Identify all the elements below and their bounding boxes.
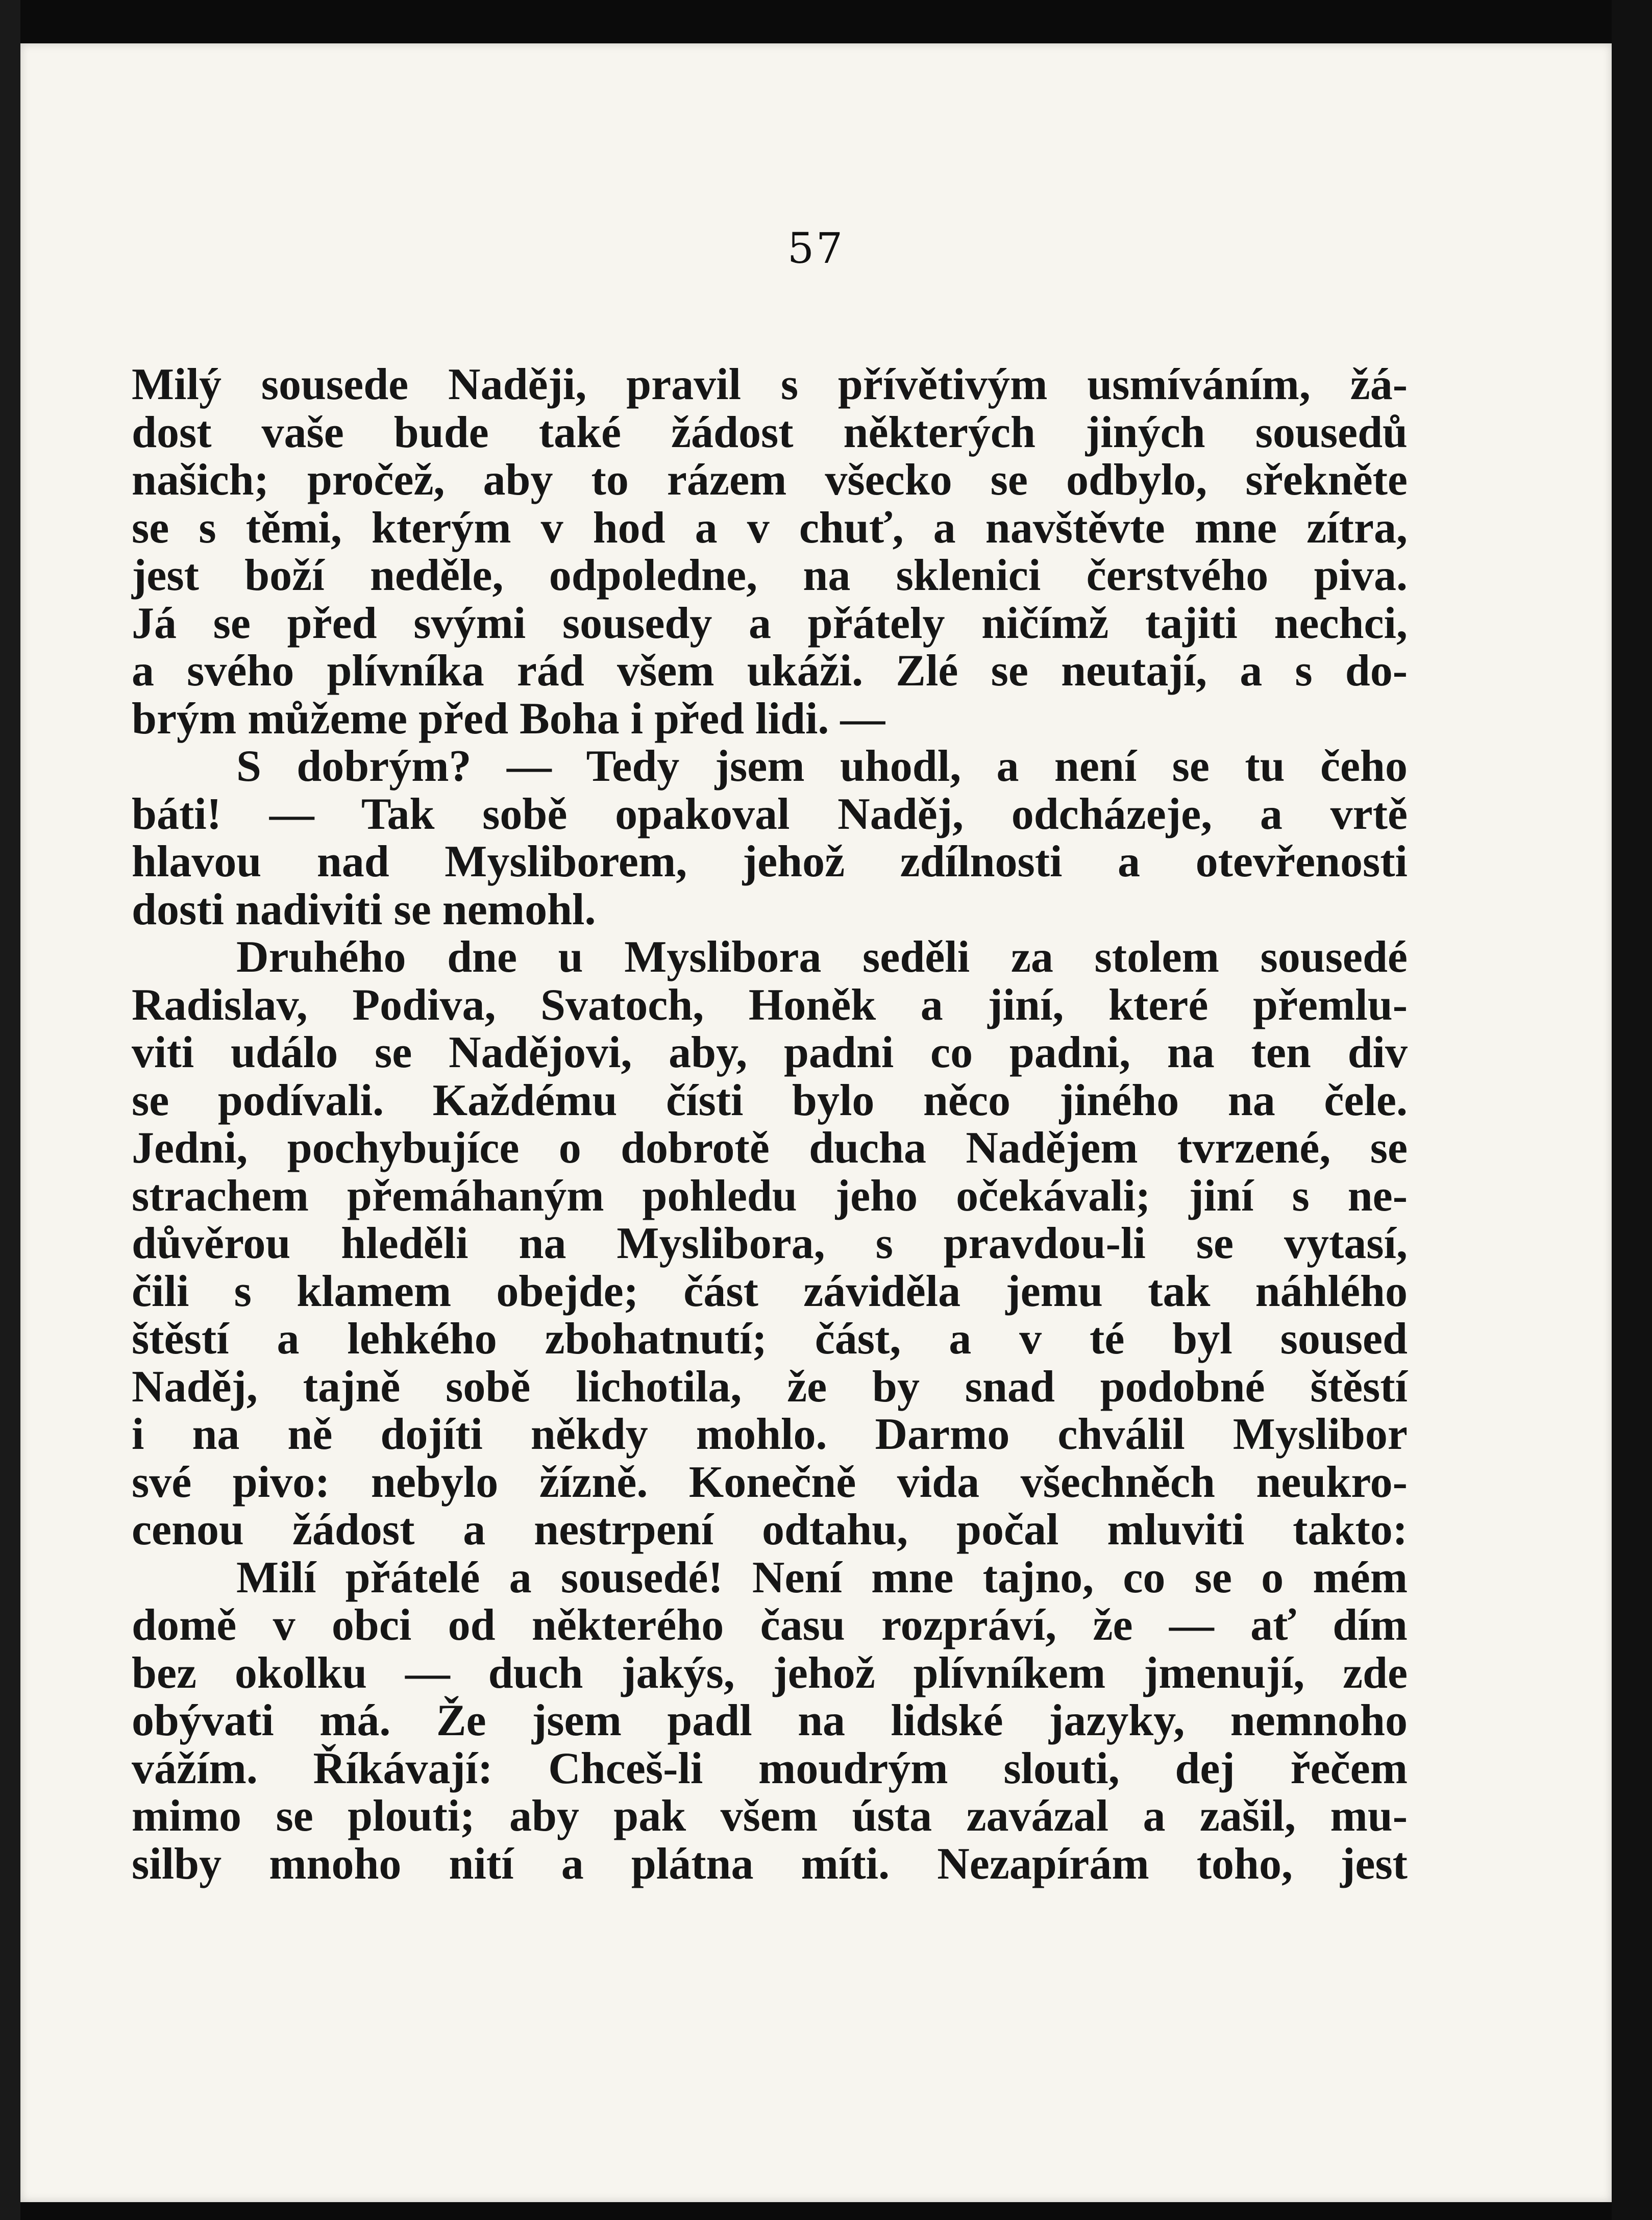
- scan-right-edge: [1612, 0, 1652, 2220]
- text-line: dost vaše bude také žádost některých jiných sousedů: [132, 407, 1408, 457]
- text-line: Milí přátelé a sousedé! Není mne tajno, co se o mém: [236, 1552, 1408, 1602]
- text-line: své pivo: nebylo žízně. Konečně vida všechněch neukro-: [132, 1457, 1408, 1507]
- text-line: Milý sousede Naději, pravil s přívětivým usmíváním, žá-: [132, 360, 1408, 409]
- text-line: Jedni, pochybujíce o dobrotě ducha Nadějem tvrzené, se: [132, 1123, 1408, 1173]
- text-line: vážím. Říkávají: Chceš-li moudrým slouti, dej řečem: [132, 1743, 1408, 1793]
- body-text: [132, 361, 1408, 1888]
- text-line: důvěrou hleděli na Myslibora, s pravdou-li se vytasí,: [132, 1219, 1408, 1268]
- text-line: Radislav, Podiva, Svatoch, Honěk a jiní, které přemlu-: [132, 980, 1408, 1030]
- text-line: obývati má. Že jsem padl na lidské jazyky, nemnoho: [132, 1696, 1408, 1745]
- text-line: S dobrým? — Tedy jsem uhodl, a není se tu čeho: [236, 742, 1408, 791]
- text-line: silby mnoho nití a plátna míti. Nezapírám toho, jest: [132, 1839, 1408, 1889]
- text-line: se podívali. Každému čísti bylo něco jiného na čele.: [132, 1075, 1408, 1125]
- text-line: mimo se plouti; aby pak všem ústa zavázal a zašil, mu-: [132, 1791, 1408, 1841]
- scan-left-edge: [0, 0, 20, 2220]
- text-line: brým můžeme před Boha i před lidi. —: [132, 694, 885, 744]
- text-line: Druhého dne u Myslibora seděli za stolem sousedé: [236, 932, 1408, 982]
- text-line: viti událo se Nadějovi, aby, padni co padni, na ten div: [132, 1028, 1408, 1077]
- text-line: domě v obci od některého času rozpráví, že — ať dím: [132, 1600, 1408, 1650]
- text-line: Naděj, tajně sobě lichotila, že by snad podobné štěstí: [132, 1362, 1408, 1412]
- text-line: štěstí a lehkého zbohatnutí; část, a v té byl soused: [132, 1314, 1408, 1364]
- text-line: našich; pročež, aby to rázem všecko se odbylo, sřekněte: [132, 455, 1408, 505]
- text-line: se s těmi, kterým v hod a v chuť, a navštěvte mne zítra,: [132, 503, 1408, 553]
- text-line: cenou žádost a nestrpení odtahu, počal mluviti takto:: [132, 1505, 1408, 1555]
- text-line: jest boží neděle, odpoledne, na sklenici čerstvého piva.: [132, 551, 1408, 600]
- book-page: [20, 43, 1612, 2202]
- text-line: dosti nadiviti se nemohl.: [132, 884, 596, 934]
- text-line: i na ně dojíti někdy mohlo. Darmo chválil Myslibor: [132, 1410, 1408, 1459]
- text-line: hlavou nad Mysliborem, jehož zdílnosti a otevřenosti: [132, 837, 1408, 886]
- text-line: báti! — Tak sobě opakoval Naděj, odcházeje, a vrtě: [132, 789, 1408, 839]
- text-line: čili s klamem obejde; část záviděla jemu tak náhlého: [132, 1266, 1408, 1316]
- page-number: 57: [787, 225, 845, 273]
- text-line: Já se před svými sousedy a přátely ničímž tajiti nechci,: [132, 598, 1408, 648]
- text-line: a svého plívníka rád všem ukáži. Zlé se neutají, a s do-: [132, 646, 1408, 696]
- text-line: strachem přemáhaným pohledu jeho očekávali; jiní s ne-: [132, 1171, 1408, 1221]
- text-line: bez okolku — duch jakýs, jehož plívníkem jmenují, zde: [132, 1648, 1408, 1698]
